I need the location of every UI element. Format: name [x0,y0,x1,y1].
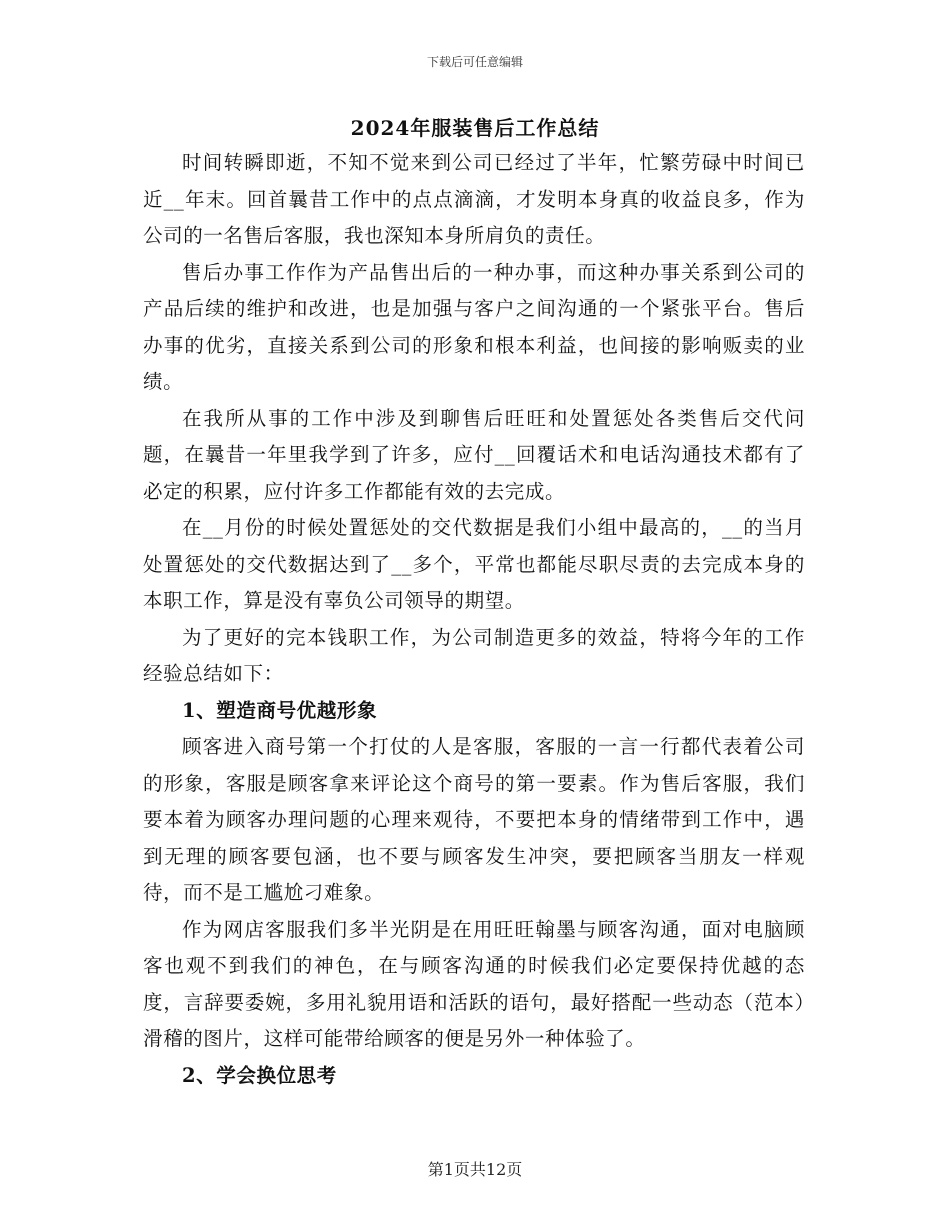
paragraph-4: 在__月份的时候处置惩处的交代数据是我们小组中最高的，__的当月处置惩处的交代数据达到了__多个，平常也都能尽职尽责的去完成本身的本职工作，算是没有辜负公司领导的期望。 [143,516,805,612]
document-title: 2024年服装售后工作总结 [350,116,600,140]
page-footer: 第1页共12页 [427,1160,523,1179]
document-body [143,145,805,1094]
section-2-heading: 2、学会换位思考 [182,1063,337,1087]
paragraph-5: 为了更好的完本钱职工作，为公司制造更多的效益，特将今年的工作经验总结如下： [143,625,805,685]
paragraph-2: 售后办事工作作为产品售出后的一种办事，而这种办事关系到公司的产品后续的维护和改进，也是加强与客户之间沟通的一个紧张平台。售后办事的优劣，直接关系到公司的形象和根本利益，也间接的影响贩卖的业绩。 [143,260,805,393]
paragraph-1: 时间转瞬即逝，不知不觉来到公司已经过了半年，忙繁劳碌中时间已近__年末。回首曩昔工作中的点点滴滴，才发明本身真的收益良多，作为公司的一名售后客服，我也深知本身所肩负的责任。 [143,151,805,247]
section-1-heading: 1、塑造商号优越形象 [182,698,378,722]
section-1-paragraph-2: 作为网店客服我们多半光阴是在用旺旺翰墨与顾客沟通，面对电脑顾客也观不到我们的神色，在与顾客沟通的时候我们必定要保持优越的态度，言辞要委婉，多用礼貌用语和活跃的语句，最好搭配一些动态（范本）滑稽的图片，这样可能带给顾客的便是另外一种体验了。 [143,917,805,1050]
section-1-paragraph-1: 顾客进入商号第一个打仗的人是客服，客服的一言一行都代表着公司的形象，客服是顾客拿来评论这个商号的第一要素。作为售后客服，我们要本着为顾客办理问题的心理来观待，不要把本身的情绪带到工作中，遇到无理的顾客要包涵，也不要与顾客发生冲突，要把顾客当朋友一样观待，而不是工尴尬刁难象。 [143,735,805,904]
header-note: 下载后可任意编辑 [426,55,523,69]
paragraph-3: 在我所从事的工作中涉及到聊售后旺旺和处置惩处各类售后交代问题，在曩昔一年里我学到了许多，应付__回覆话术和电话沟通技术都有了必定的积累，应付许多工作都能有效的去完成。 [143,406,805,503]
